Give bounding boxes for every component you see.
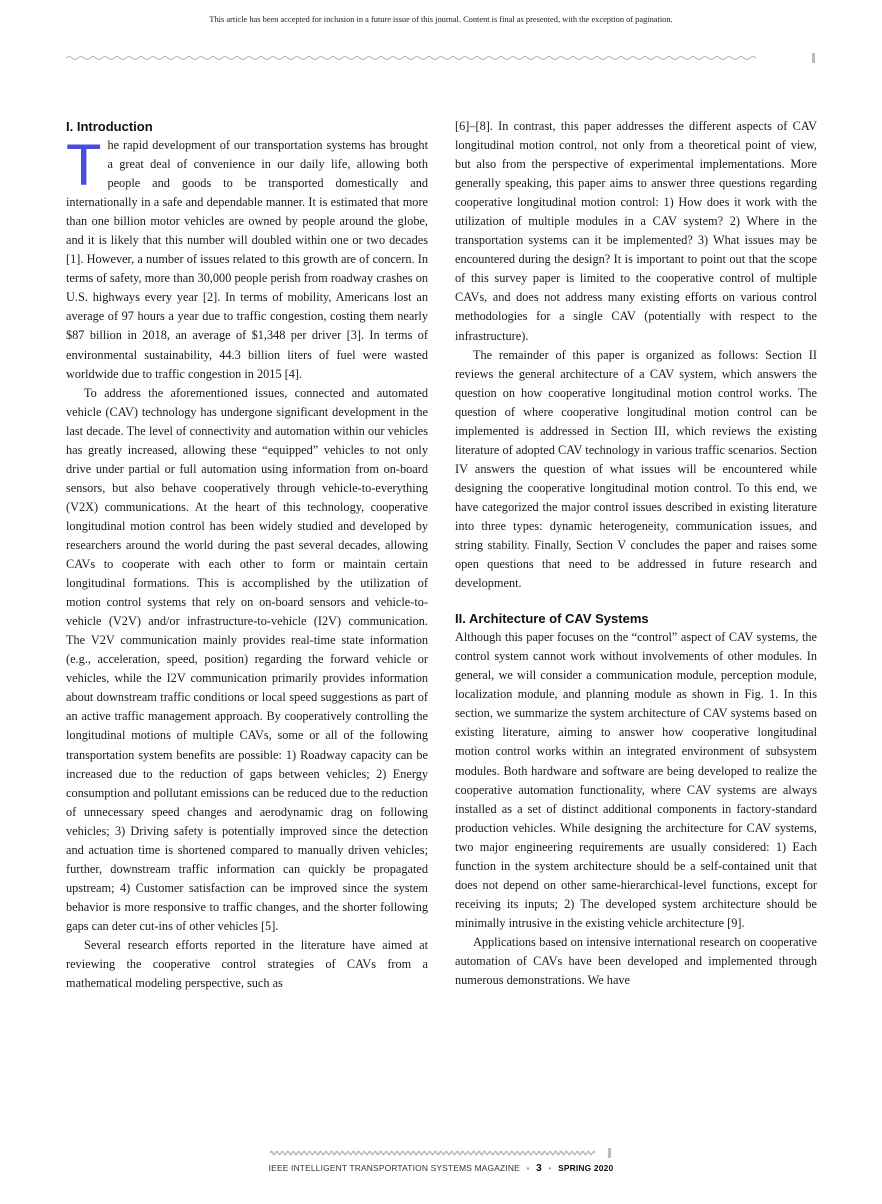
journal-name: IEEE INTELLIGENT TRANSPORTATION SYSTEMS MAGAZINE bbox=[268, 1163, 520, 1173]
issue-label: SPRING 2020 bbox=[558, 1163, 614, 1173]
architecture-paragraph-1: Although this paper focuses on the “control” aspect of CAV systems, the control system cannot work without involvements of other modules. In general, we will consider a communication module, perception module, localization module, and planning module as shown in Fig. 1. In this section, we summarize the system architecture of CAV systems based on existing literature, aiming to answer how cooperative longitudinal motion control works within an integrated environment of subsystem modules. Both hardware and software are being developed to realize the cooperative automation functionality, where CAV systems are always installed as a set of distinct additional components in factory-standard production vehicles. While designing the architecture for CAV systems, two major engineering requirements are usually considered: 1) Each function in the system architecture should be a self-contained unit that does not depend on other same-hierarchical-level functions, except for receiving its inputs; 2) The developed system architecture should be minimally intrusive in the existing vehicle architecture [9]. bbox=[455, 630, 817, 930]
page-number: 3 bbox=[536, 1163, 542, 1174]
footer-wavy-rule bbox=[270, 1148, 612, 1158]
right-column bbox=[455, 117, 817, 990]
footer-separator: • bbox=[548, 1163, 552, 1173]
intro-paragraph-2: To address the aforementioned issues, connected and automated vehicle (CAV) technology has undergone significant development in the last decade. The level of connectivity and automation within our vehicles has greatly increased, allowing these “equipped” vehicles to not only drive under partial or full automation using information from on-board sensors, but also behave cooperatively through vehicle-to-everything (V2X) communications. At the heart of this technology, cooperative longitudinal motion control has been widely studied and developed by researchers around the world during the past several decades, allowing CAVs to cooperate with each other to form or maintain certain longitudinal formations. This is accomplished by the utilization of motion control systems that rely on on-board sensors and vehicle-to-vehicle (V2V) and/or infrastructure-to-vehicle (I2V) communication. The V2V communication mainly provides real-time state information (e.g., acceleration, speed, position) regarding the forward vehicle or vehicles, while the I2V communication primarily provides information about downstream traffic conditions or local speed suggestions as part of an active traffic management approach. By cooperatively controlling the longitudinal motions of multiple CAVs, some or all of the following transportation system benefits are possible: 1) Roadway capacity can be increased due to the reduction of gaps between vehicles; 2) Energy consumption and pollutant emissions can be reduced due to the reduction of unnecessary speed changes and aerodynamic drag on following vehicles; 3) Driving safety is potentially improved since the detection and actuation time is shortened compared to manually driven vehicles; further, downstream traffic information can quickly be propagated upstream; 4) Customer satisfaction can be improved since the system behavior is more responsive to traffic changes, and the shorter following gaps can deter cut-ins of other vehicles [5]. bbox=[66, 385, 428, 933]
architecture-paragraph-2: Applications based on intensive international research on cooperative automation of CAVs have been developed and implemented through numerous demonstrations. We have bbox=[455, 934, 817, 988]
header-wavy-rule bbox=[66, 53, 817, 63]
left-column bbox=[66, 117, 428, 993]
page-footer bbox=[0, 1163, 882, 1174]
footer-separator: • bbox=[526, 1163, 530, 1173]
intro-paragraph-1-text: he rapid development of our transportation systems has brought a great deal of convenience in our daily life, allowing both people and goods to be transported domestically and internationally in a safe and dependable manner. It is estimated that more than one billion motor vehicles are owned by people around the globe, and it is likely that this number will doubled within one or two decades [1]. However, a number of issues related to this growth are of concern. In terms of safety, more than 30,000 people perish from roadway crashes on U.S. highways every year [2]. In terms of mobility, Americans lost an average of 97 hours a year due to traffic congestion, costing them nearly $87 billion in 2018, an average of $1,348 per driver [3]. In terms of environmental sustainability, 44.3 billion liters of fuel were wasted worldwide due to traffic congestion in 2015 [4]. bbox=[66, 138, 428, 381]
section-heading-introduction: I. Introduction bbox=[66, 119, 153, 134]
intro-paragraph-5: The remainder of this paper is organized as follows: Section II reviews the general architecture of a CAV system, which answers the question on how cooperative longitudinal motion control works. The question of where cooperative longitudinal motion control can be implemented is addressed in Section III, which reviews the existing literature of adopted CAV technology in various traffic scenarios. Section IV answers the question of what issues will be encountered while designing the cooperative longitudinal motion control. To this end, we have categorized the major control issues described in existing literature into three types: dynamic heterogeneity, communication issues, and string stability. Finally, Section V concludes the paper and raises some open questions that need to be addressed in future research and development. bbox=[455, 347, 817, 591]
drop-cap: T bbox=[66, 133, 102, 198]
acceptance-notice: This article has been accepted for inclusion in a future issue of this journal. Content is final as presented, with the exception of pagination. bbox=[209, 15, 673, 24]
section-heading-architecture: II. Architecture of CAV Systems bbox=[455, 611, 649, 627]
intro-paragraph-3: Several research efforts reported in the literature have aimed at reviewing the cooperative control strategies of CAVs from a mathematical modeling perspective, such as bbox=[66, 937, 428, 991]
intro-paragraph-1 bbox=[66, 133, 428, 384]
intro-paragraph-4: [6]–[8]. In contrast, this paper addresses the different aspects of CAV longitudinal motion control, not only from a theoretical point of view, but also from the perspective of experimental implementations. More generally speaking, this paper aims to answer three questions regarding cooperative longitudinal motion control: 1) How does it work with the utilization of multiple modules in a CAV system? 2) Where in the transportation systems can it be implemented? 3) What issues may be encountered during the design? It is important to point out that the scope of this survey paper is limited to the cooperative control of multiple CAVs, and does not address many existing efforts on various control methodologies for a single CAV (potentially with respect to the infrastructure). bbox=[455, 119, 817, 343]
